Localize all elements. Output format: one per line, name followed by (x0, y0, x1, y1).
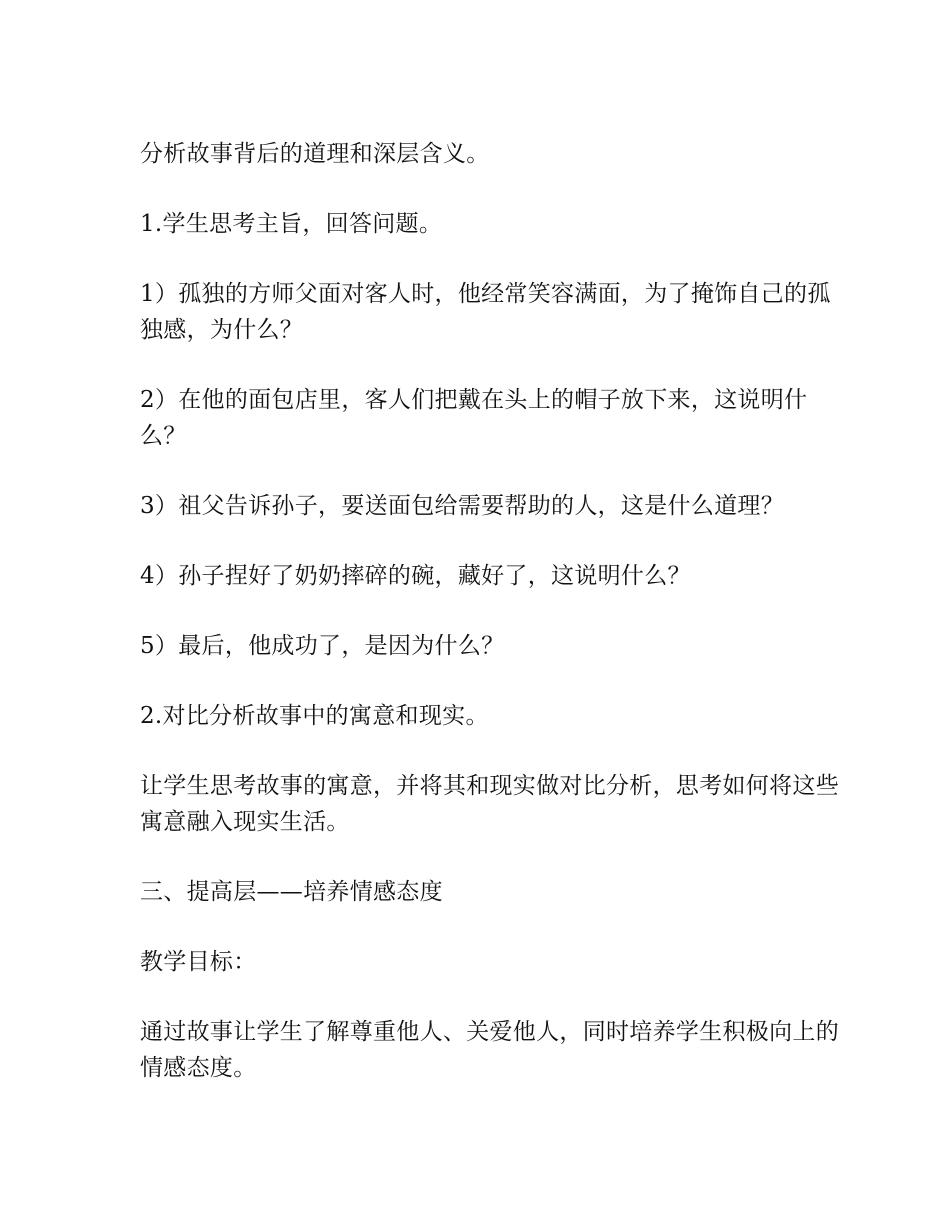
paragraph-question-5: 5）最后，他成功了，是因为什么？ (140, 633, 505, 659)
paragraph-question-3: 3）祖父告诉孙子，要送面包给需要帮助的人，这是什么道理？ (140, 493, 785, 519)
paragraph-section-2-body: 让学生思考故事的寓意，并将其和现实做对比分析，思考如何将这些寓意融入现实生活。 (140, 773, 839, 835)
paragraph-teaching-goal-body: 通过故事让学生了解尊重他人、关爱他人，同时培养学生积极向上的情感态度。 (140, 1019, 839, 1081)
paragraph-question-2: 2）在他的面包店里，客人们把戴在头上的帽子放下来，这说明什么？ (140, 387, 808, 449)
document-body (140, 136, 840, 1086)
paragraph-question-4: 4）孙子捏好了奶奶摔碎的碗，藏好了，这说明什么？ (140, 563, 691, 589)
paragraph-intro: 分析故事背后的道理和深层含义。 (140, 141, 490, 167)
paragraph-part-3-heading: 三、提高层——培养情感态度 (140, 879, 443, 905)
paragraph-section-2-heading: 2.对比分析故事中的寓意和现实。 (140, 703, 489, 729)
paragraph-section-1-heading: 1.学生思考主旨，回答问题。 (140, 211, 443, 237)
paragraph-question-1: 1）孤独的方师父面对客人时，他经常笑容满面，为了掩饰自己的孤独感，为什么？ (140, 281, 831, 343)
paragraph-teaching-goal-label: 教学目标： (140, 949, 257, 975)
